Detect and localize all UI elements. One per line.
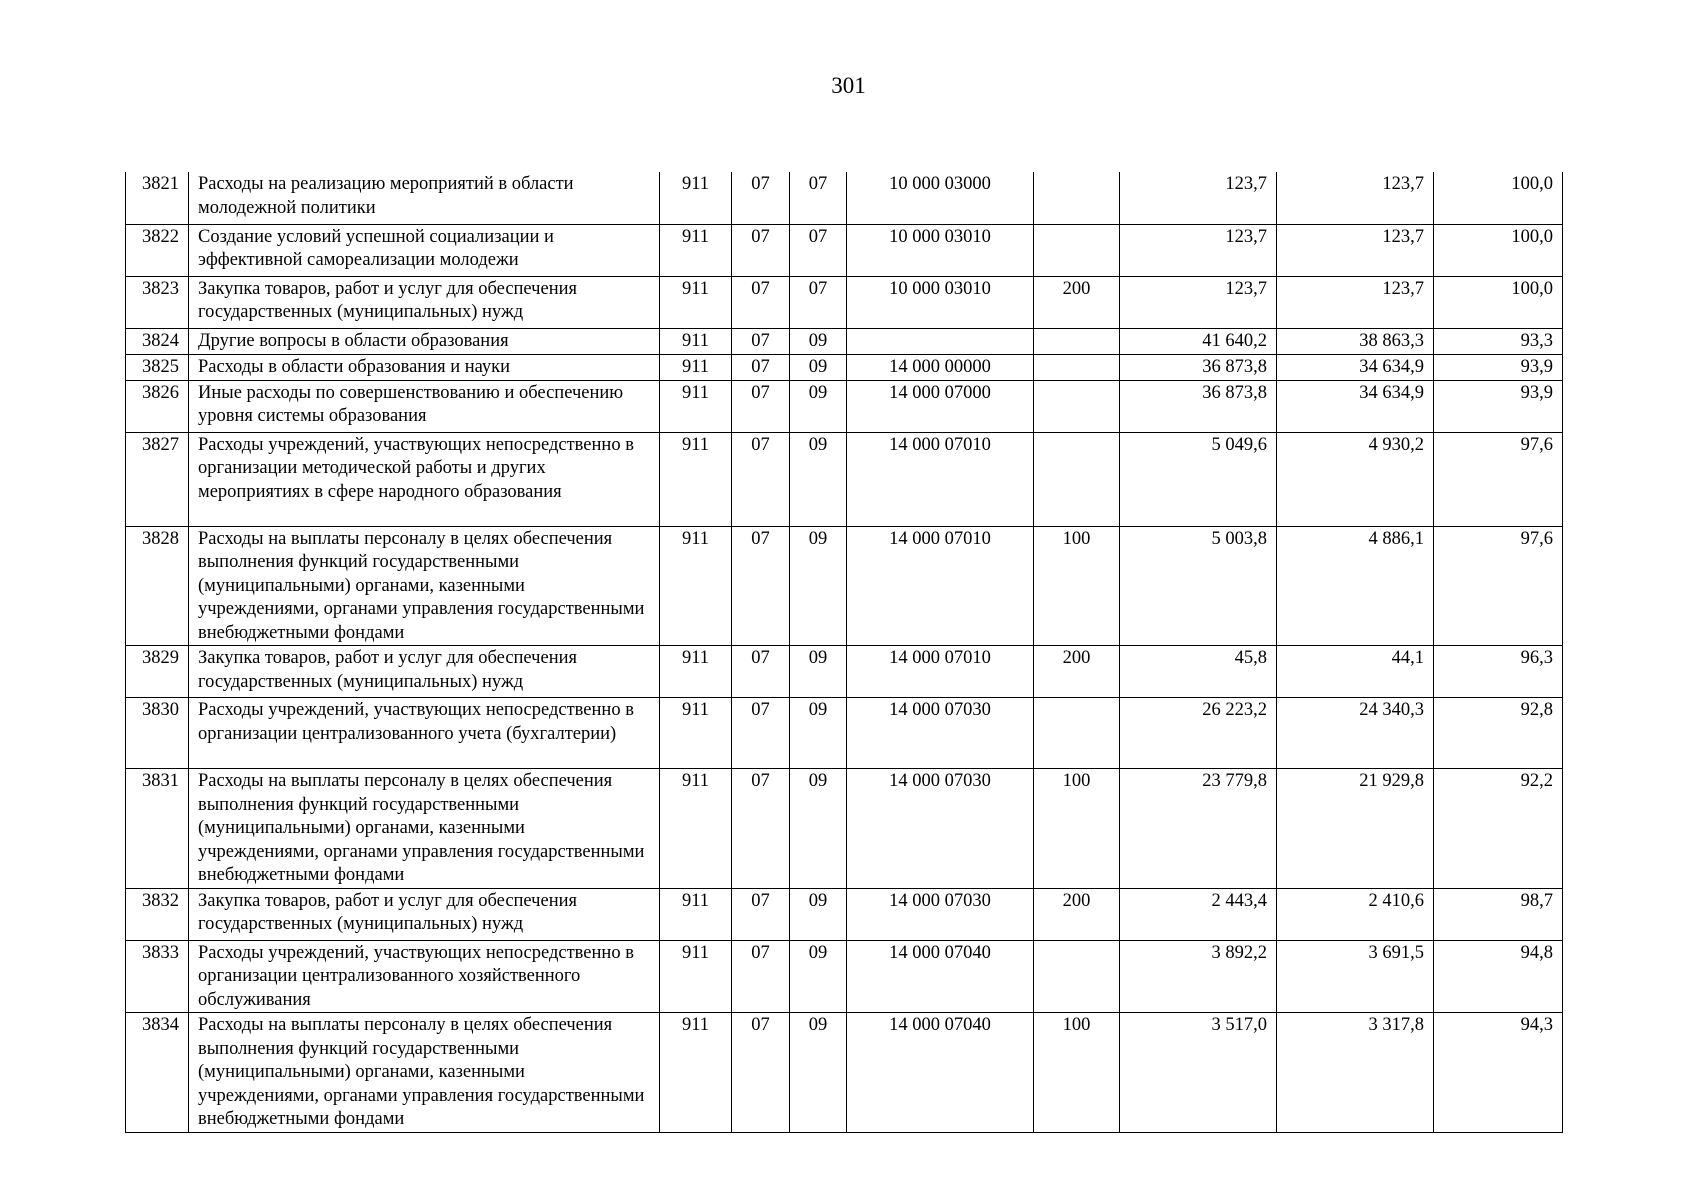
admin-code-cell: 911 [660,380,732,432]
execution-percent-cell: 93,9 [1434,354,1563,380]
target-article-cell: 10 000 03000 [847,172,1034,224]
section-code-cell: 07 [732,940,790,1013]
target-article-cell: 14 000 07040 [847,1013,1034,1133]
planned-amount-cell: 36 873,8 [1120,354,1277,380]
section-code-cell: 07 [732,646,790,698]
expense-type-cell [1034,380,1120,432]
section-code-cell: 07 [732,276,790,328]
execution-percent-cell: 97,6 [1434,526,1563,646]
section-code-cell: 07 [732,769,790,889]
budget-table [125,172,1563,1133]
planned-amount-cell: 26 223,2 [1120,698,1277,769]
planned-amount-cell: 41 640,2 [1120,328,1277,354]
actual-amount-cell: 21 929,8 [1277,769,1434,889]
section-code-cell: 07 [732,224,790,276]
actual-amount-cell: 123,7 [1277,172,1434,224]
target-article-cell: 10 000 03010 [847,224,1034,276]
admin-code-cell: 911 [660,1013,732,1133]
planned-amount-cell: 23 779,8 [1120,769,1277,889]
row-number-cell: 3821 [126,172,189,224]
planned-amount-cell: 123,7 [1120,276,1277,328]
subsection-code-cell: 07 [790,276,847,328]
execution-percent-cell: 93,3 [1434,328,1563,354]
admin-code-cell: 911 [660,432,732,526]
actual-amount-cell: 44,1 [1277,646,1434,698]
expense-type-cell: 100 [1034,526,1120,646]
actual-amount-cell: 4 930,2 [1277,432,1434,526]
admin-code-cell: 911 [660,276,732,328]
table-body [126,172,1563,1132]
target-article-cell [847,328,1034,354]
planned-amount-cell: 123,7 [1120,224,1277,276]
row-number-cell: 3828 [126,526,189,646]
table-row [126,380,1563,432]
subsection-code-cell: 09 [790,940,847,1013]
target-article-cell: 14 000 07010 [847,526,1034,646]
admin-code-cell: 911 [660,172,732,224]
actual-amount-cell: 2 410,6 [1277,888,1434,940]
actual-amount-cell: 34 634,9 [1277,354,1434,380]
execution-percent-cell: 92,8 [1434,698,1563,769]
expense-name-cell: Расходы на выплаты персоналу в целях обеспечения выполнения функций государственными (муниципальными) органами, казенными учреждениями, органами управления государственными внебюджетными фондами [189,526,660,646]
target-article-cell: 14 000 07010 [847,646,1034,698]
expense-name-cell: Расходы учреждений, участвующих непосредственно в организации централизованного хозяйственного обслуживания [189,940,660,1013]
expense-name-cell: Расходы учреждений, участвующих непосредственно в организации методической работы и других мероприятиях в сфере народного образования [189,432,660,526]
section-code-cell: 07 [732,172,790,224]
row-number-cell: 3823 [126,276,189,328]
subsection-code-cell: 09 [790,328,847,354]
execution-percent-cell: 92,2 [1434,769,1563,889]
table-row [126,224,1563,276]
expense-name-cell: Расходы учреждений, участвующих непосредственно в организации централизованного учета (бухгалтерии) [189,698,660,769]
table-row [126,276,1563,328]
actual-amount-cell: 24 340,3 [1277,698,1434,769]
table-row [126,354,1563,380]
target-article-cell: 14 000 07030 [847,698,1034,769]
expense-type-cell: 200 [1034,888,1120,940]
expense-name-cell: Закупка товаров, работ и услуг для обеспечения государственных (муниципальных) нужд [189,646,660,698]
row-number-cell: 3824 [126,328,189,354]
actual-amount-cell: 4 886,1 [1277,526,1434,646]
planned-amount-cell: 2 443,4 [1120,888,1277,940]
subsection-code-cell: 09 [790,888,847,940]
execution-percent-cell: 98,7 [1434,888,1563,940]
actual-amount-cell: 38 863,3 [1277,328,1434,354]
table-row [126,328,1563,354]
subsection-code-cell: 09 [790,646,847,698]
actual-amount-cell: 34 634,9 [1277,380,1434,432]
subsection-code-cell: 09 [790,1013,847,1133]
section-code-cell: 07 [732,328,790,354]
expense-name-cell: Другие вопросы в области образования [189,328,660,354]
table-row [126,526,1563,646]
expense-name-cell: Расходы в области образования и науки [189,354,660,380]
expense-name-cell: Создание условий успешной социализации и эффективной самореализации молодежи [189,224,660,276]
expense-type-cell [1034,328,1120,354]
admin-code-cell: 911 [660,646,732,698]
planned-amount-cell: 123,7 [1120,172,1277,224]
planned-amount-cell: 3 517,0 [1120,1013,1277,1133]
subsection-code-cell: 09 [790,698,847,769]
subsection-code-cell: 09 [790,354,847,380]
expense-type-cell [1034,432,1120,526]
expense-name-cell: Расходы на выплаты персоналу в целях обеспечения выполнения функций государственными (муниципальными) органами, казенными учреждениями, органами управления государственными внебюджетными фондами [189,1013,660,1133]
execution-percent-cell: 96,3 [1434,646,1563,698]
subsection-code-cell: 07 [790,224,847,276]
expense-type-cell [1034,698,1120,769]
table-row [126,698,1563,769]
section-code-cell: 07 [732,380,790,432]
row-number-cell: 3829 [126,646,189,698]
subsection-code-cell: 09 [790,380,847,432]
row-number-cell: 3831 [126,769,189,889]
row-number-cell: 3827 [126,432,189,526]
expense-name-cell: Иные расходы по совершенствованию и обеспечению уровня системы образования [189,380,660,432]
execution-percent-cell: 94,3 [1434,1013,1563,1133]
table-row [126,769,1563,889]
row-number-cell: 3830 [126,698,189,769]
expense-name-cell: Расходы на выплаты персоналу в целях обеспечения выполнения функций государственными (муниципальными) органами, казенными учреждениями, органами управления государственными внебюджетными фондами [189,769,660,889]
planned-amount-cell: 45,8 [1120,646,1277,698]
expense-name-cell: Расходы на реализацию мероприятий в области молодежной политики [189,172,660,224]
target-article-cell: 10 000 03010 [847,276,1034,328]
planned-amount-cell: 5 003,8 [1120,526,1277,646]
subsection-code-cell: 07 [790,172,847,224]
admin-code-cell: 911 [660,354,732,380]
row-number-cell: 3833 [126,940,189,1013]
expense-type-cell [1034,354,1120,380]
admin-code-cell: 911 [660,698,732,769]
section-code-cell: 07 [732,1013,790,1133]
subsection-code-cell: 09 [790,526,847,646]
section-code-cell: 07 [732,698,790,769]
execution-percent-cell: 93,9 [1434,380,1563,432]
row-number-cell: 3832 [126,888,189,940]
admin-code-cell: 911 [660,224,732,276]
expense-type-cell [1034,172,1120,224]
actual-amount-cell: 3 691,5 [1277,940,1434,1013]
table-row [126,940,1563,1013]
planned-amount-cell: 36 873,8 [1120,380,1277,432]
execution-percent-cell: 97,6 [1434,432,1563,526]
execution-percent-cell: 100,0 [1434,172,1563,224]
expense-type-cell: 100 [1034,1013,1120,1133]
expense-type-cell [1034,224,1120,276]
actual-amount-cell: 123,7 [1277,224,1434,276]
section-code-cell: 07 [732,354,790,380]
execution-percent-cell: 94,8 [1434,940,1563,1013]
target-article-cell: 14 000 07010 [847,432,1034,526]
row-number-cell: 3834 [126,1013,189,1133]
execution-percent-cell: 100,0 [1434,276,1563,328]
expense-type-cell: 200 [1034,276,1120,328]
target-article-cell: 14 000 07030 [847,769,1034,889]
target-article-cell: 14 000 00000 [847,354,1034,380]
planned-amount-cell: 3 892,2 [1120,940,1277,1013]
expense-type-cell [1034,940,1120,1013]
table-row [126,432,1563,526]
actual-amount-cell: 3 317,8 [1277,1013,1434,1133]
table-row [126,172,1563,224]
section-code-cell: 07 [732,432,790,526]
target-article-cell: 14 000 07040 [847,940,1034,1013]
table-row [126,888,1563,940]
expense-type-cell: 100 [1034,769,1120,889]
section-code-cell: 07 [732,526,790,646]
section-code-cell: 07 [732,888,790,940]
expense-name-cell: Закупка товаров, работ и услуг для обеспечения государственных (муниципальных) нужд [189,276,660,328]
admin-code-cell: 911 [660,526,732,646]
table-row [126,646,1563,698]
subsection-code-cell: 09 [790,769,847,889]
target-article-cell: 14 000 07030 [847,888,1034,940]
execution-percent-cell: 100,0 [1434,224,1563,276]
admin-code-cell: 911 [660,940,732,1013]
subsection-code-cell: 09 [790,432,847,526]
page-number: 301 [831,73,866,98]
planned-amount-cell: 5 049,6 [1120,432,1277,526]
row-number-cell: 3822 [126,224,189,276]
admin-code-cell: 911 [660,328,732,354]
admin-code-cell: 911 [660,888,732,940]
expense-name-cell: Закупка товаров, работ и услуг для обеспечения государственных (муниципальных) нужд [189,888,660,940]
actual-amount-cell: 123,7 [1277,276,1434,328]
row-number-cell: 3826 [126,380,189,432]
expense-type-cell: 200 [1034,646,1120,698]
target-article-cell: 14 000 07000 [847,380,1034,432]
table-row [126,1013,1563,1133]
row-number-cell: 3825 [126,354,189,380]
admin-code-cell: 911 [660,769,732,889]
